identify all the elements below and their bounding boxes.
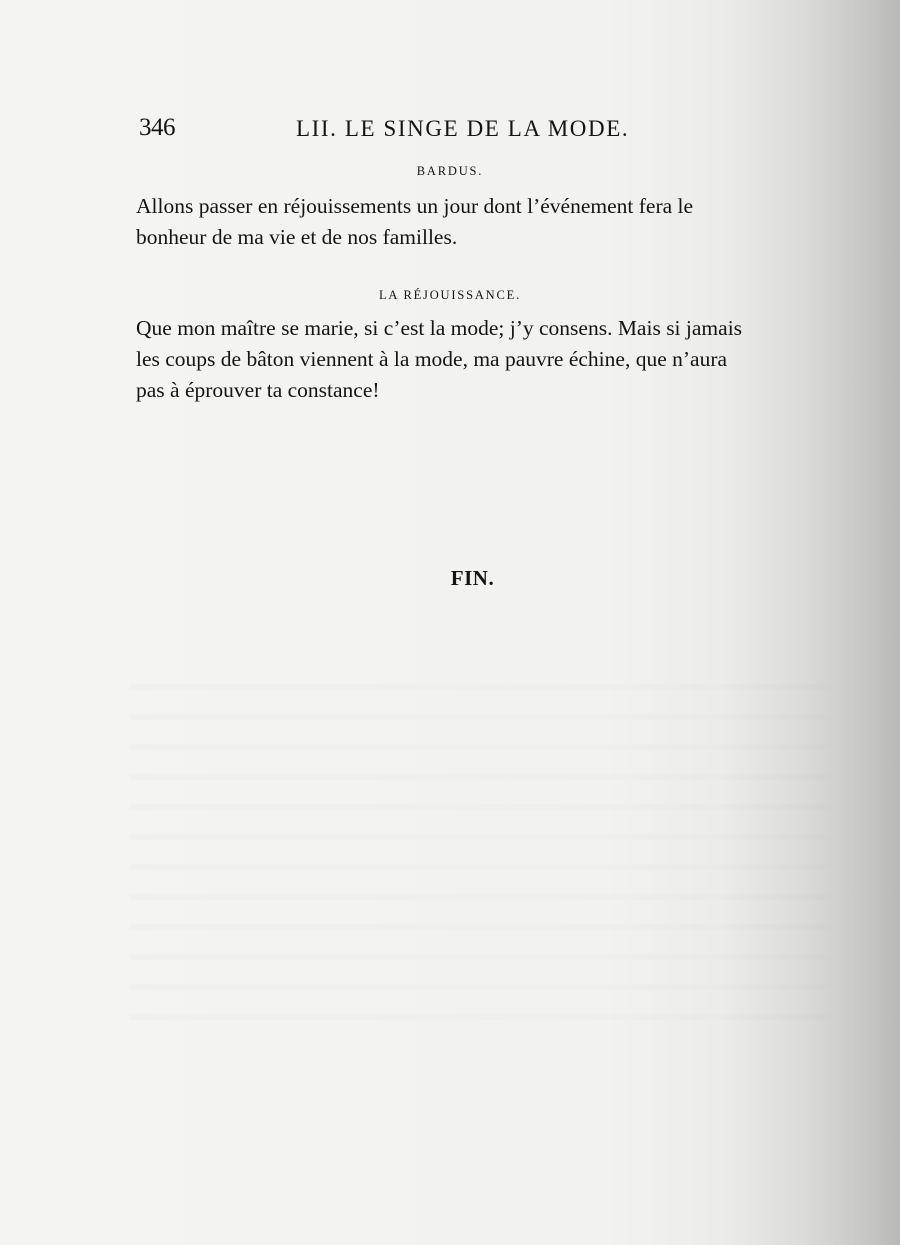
- running-title: LII. LE SINGE DE LA MODE.: [296, 116, 630, 141]
- ending-mark: FIN.: [450, 566, 495, 590]
- speech-line: bonheur de ma vie et de nos familles.: [136, 225, 458, 249]
- speech-block: [136, 313, 826, 406]
- speech-line: pas à éprouver ta constance!: [136, 378, 380, 402]
- speech-line: les coups de bâton viennent à la mode, ma pauvre échine, que n’aura: [136, 347, 728, 371]
- speech-line: Que mon maître se marie, si c’est la mode; j’y consens. Mais si jamais: [136, 316, 743, 340]
- speech-line: Allons passer en réjouissements un jour dont l’événement fera le: [136, 194, 694, 218]
- speech-block: [136, 191, 826, 253]
- page-number: 346: [139, 114, 175, 141]
- speaker-name: LA RÉJOUISSANCE.: [378, 288, 521, 302]
- speaker-name: BARDUS.: [416, 164, 484, 178]
- page-header: [139, 114, 679, 148]
